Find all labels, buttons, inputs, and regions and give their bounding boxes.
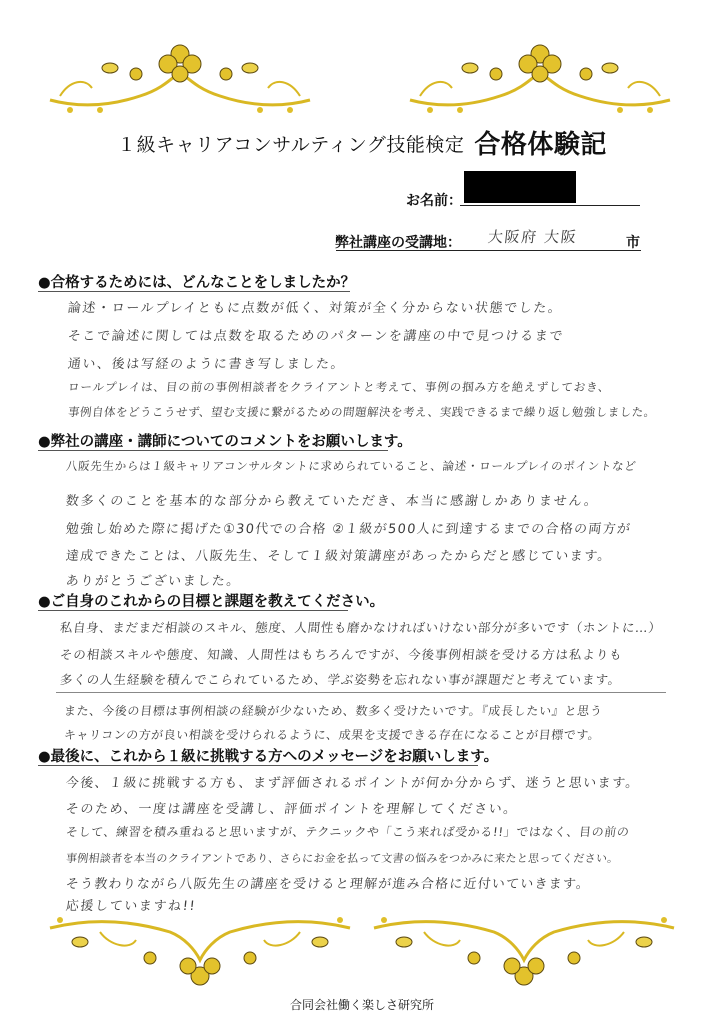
answer-4-line-4: 事例相談者を本当のクライアントであり、さらにお金を払って文書の悩みをつかみに来たと思ってください。 [65,852,620,865]
page-title [0,124,724,161]
question-4-underline [38,765,478,766]
answer-3-line-4: また、今後の目標は事例相談の経験が少ないため、数多く受けたいです。『成長したい』と思う [63,704,604,718]
answer-3-line-2: その相談スキルや態度、知識、人間性はもちろんですが、今後事例相談を受ける方は私よりも [59,647,624,662]
answer-4-line-2: そのため、一度は講座を受講し、評価ポイントを理解してください。 [65,802,519,817]
question-2: ●弊社の講座・講師についてのコメントをお願いします。 [38,434,412,450]
question-2-underline [38,450,388,451]
answer-3-line-3: 多くの人生経験を積んでこられているため、学ぶ姿勢を忘れない事が課題だと考えています。 [59,672,623,687]
section-3-separator [56,692,666,693]
answer-2-line-1: 八阪先生からは１級キャリアコンサルタントに求められていること、論述・ロールプレイのポイントなど [65,459,638,473]
question-1: ●合格するためには、どんなことをしましたか？ [38,275,356,291]
top-right-ornament [400,30,680,120]
footer-company: 合同会社働く楽しさ研究所 [289,998,434,1012]
bottom-left-ornament [40,910,360,995]
name-redaction [464,171,576,203]
bottom-right-ornament [364,910,684,995]
name-underline [460,205,640,206]
question-3-underline [38,610,348,611]
answer-2-line-5: ありがとうございました。 [65,574,242,589]
answer-4-line-1: 今後、１級に挑戦する方も、まず評価されるポイントが何か分からず、迷うと思います。 [65,776,641,791]
answer-4-line-6: 応援していますね!! [65,899,198,914]
answer-4-line-5: そう教わりながら八阪先生の講座を受けると理解が進み合格に近付いていきます。 [65,877,591,892]
answer-2-line-2: 数多くのことを基本的な部分から教えていただき、本当に感謝しかありません。 [65,494,600,509]
name-label: お名前： [406,193,462,209]
answer-3-line-1: 私自身、まだまだ相談のスキル、態度、人間性も磨かなければいけない部分が多いです（ホントに…） [59,620,663,635]
top-left-ornament [40,30,320,120]
course-value: 大阪府 大阪 [487,228,579,246]
answer-3-line-5: キャリコンの方が良い相談を受けられるように、成果を支援できる存在になることが目標です。 [63,728,601,742]
question-3: ●ご自身のこれからの目標と課題を教えてください。 [38,594,385,610]
course-label: 弊社講座の受講地： [335,235,461,251]
answer-1-line-5: 事例自体をどうこうせず、望む支援に繋がるための問題解決を考え、実践できるまで繰り返し勉強しました。 [67,405,657,419]
city-suffix: 市 [626,235,640,251]
answer-1-line-4: ロールプレイは、目の前の事例相談者をクライアントと考えて、事例の掴み方を絶えずしておき、 [67,380,612,394]
answer-2-line-4: 達成できたことは、八阪先生、そして１級対策講座があったからだと感じています。 [65,549,613,564]
answer-1-line-2: そこで論述に関しては点数を取るためのパターンを講座の中で見つけるまで [67,329,565,344]
title-small: １級キャリアコンサルティング技能検定 [117,134,465,156]
title-big: 合格体験記 [474,130,607,160]
answer-2-line-3: 勉強し始めた際に掲げた①30代での合格 ②１級が500人に到達するまでの合格の両方が [65,522,632,537]
question-4: ●最後に、これから１級に挑戦する方へのメッセージをお願いします。 [38,749,499,765]
question-1-underline [38,291,350,292]
course-underline [336,250,641,251]
answer-1-line-3: 通い、後は写経のように書き写しました。 [67,357,346,372]
answer-4-line-3: そして、練習を積み重ねると思いますが、テクニックや「こう来れば受かる!!」ではなく、目の前の [65,825,631,839]
answer-1-line-1: 論述・ロールプレイともに点数が低く、対策が全く分からない状態でした。 [67,301,564,316]
